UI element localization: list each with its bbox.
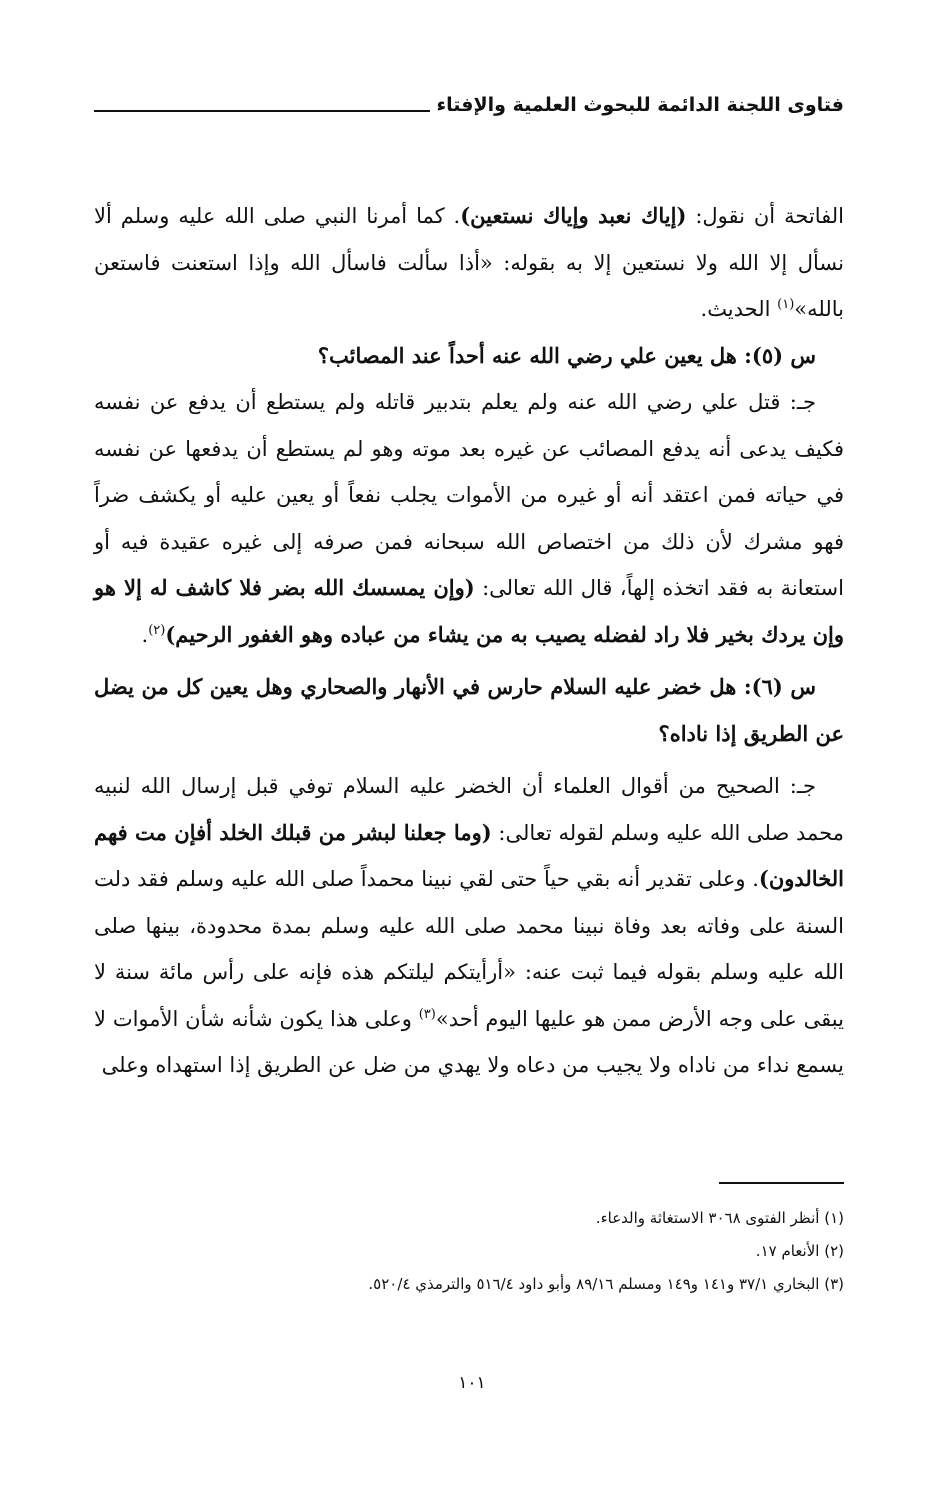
text-run: وعلى هذا يكون شأنه شأن الأموات لا يسمع نداء من ناداه ولا يجيب من دعاه ولا يهدي من ضل عن الطريق إذا استهداه وعلى bbox=[94, 1006, 844, 1077]
footnotes bbox=[94, 1202, 844, 1301]
footnote-ref: (٣) bbox=[418, 1006, 436, 1022]
question-5: س (٥): هل يعين علي رضي الله عنه أحداً عند المصائب؟ bbox=[317, 342, 816, 368]
question-6: س (٦): هل خضر عليه السلام حارس في الأنهار والصحاري وهل يعين كل من يضل عن الطريق إذا ناداه؟ bbox=[94, 674, 844, 746]
paragraph-fatiha bbox=[94, 193, 844, 333]
footnote-1: (١) أنظر الفتوى ٣٠٦٨ الاستغاثة والدعاء. bbox=[595, 1209, 844, 1227]
text-run: . كما أمرنا النبي صلى الله عليه وسلم ألا نسأل إلا الله ولا نستعين إلا به بقوله: «أذا سألت فاسأل الله وإذا استعنت فاستعن بالله» bbox=[94, 204, 844, 321]
text-run: الحديث. bbox=[700, 297, 778, 321]
footnote-ref: (٢) bbox=[148, 622, 166, 638]
quran-quote: (وما جعلنا لبشر من قبلك الخلد أفإن مت فهم الخالدون) bbox=[94, 819, 844, 891]
text-run: جـ: قتل علي رضي الله عنه ولم يعلم بتدبير قاتله ولم يستطع أن يدفع عن نفسه فكيف يدعى أنه يدفع المصائب عن غيره بعد موته وهو لم يستطع أن يدفعها عن نفسه في حياته فمن اعتقد أنه أو غيره من الأموات يجلب نفعاً أو يعين عليه أو يكشف ضراً فهو مشرك لأن ذلك من اختصاص الله سبحانه فمن صرفه إلى غيره عقيدة فيه أو استعانة به فقد اتخذه إلهاً، قال الله تعالى: bbox=[94, 390, 844, 600]
footnote-3: (٣) البخاري ٣٧/١ و١٤١ و١٤٩ ومسلم ٨٩/١٦ وأبو داود ٥١٦/٤ والترمذي ٥٢٠/٤. bbox=[368, 1275, 844, 1293]
quran-quote: (وإن يمسسك الله بضر فلا كاشف له إلا هو وإن يردك بخير فلا راد لفضله يصيب به من يشاء من عباده وهو الغفور الرحيم) bbox=[94, 575, 844, 647]
answer-5 bbox=[94, 379, 844, 658]
text-run: . وعلى تقدير أنه بقي حياً حتى لقي نبينا محمداً صلى الله عليه وسلم فقد دلت السنة على وفاته بعد وفاة نبينا محمد صلى الله عليه وسلم بمدة محدودة، بينها صلى الله عليه وسلم بقوله فيما ثبت عنه: «أرأيتكم ليلتكم هذه فإنه على رأس مائة سنة لا يبقى على وجه الأرض ممن هو عليها اليوم أحد» bbox=[94, 867, 844, 1031]
footnote-separator bbox=[719, 1182, 844, 1184]
quran-quote: (إياك نعبد وإياك نستعين) bbox=[460, 203, 687, 228]
footnote-2: (٢) الأنعام ١٧. bbox=[755, 1242, 844, 1260]
header-rule bbox=[94, 110, 430, 112]
text-run: . bbox=[141, 622, 149, 647]
header-title: فتاوى اللجنة الدائمة للبحوث العلمية والإفتاء bbox=[436, 94, 844, 116]
footnote-ref: (١) bbox=[777, 297, 795, 312]
text-run: جـ: الصحيح من أقوال العلماء أن الخضر عليه السلام توفي قبل إرسال الله لنبيه محمد صلى الله عليه وسلم لقوله تعالى: bbox=[94, 774, 844, 845]
main-text bbox=[94, 193, 844, 1089]
running-header bbox=[94, 84, 844, 118]
answer-6 bbox=[94, 763, 844, 1089]
page-number: ١٠١ bbox=[458, 1373, 486, 1393]
text-run: الفاتحة أن نقول: bbox=[686, 204, 844, 228]
